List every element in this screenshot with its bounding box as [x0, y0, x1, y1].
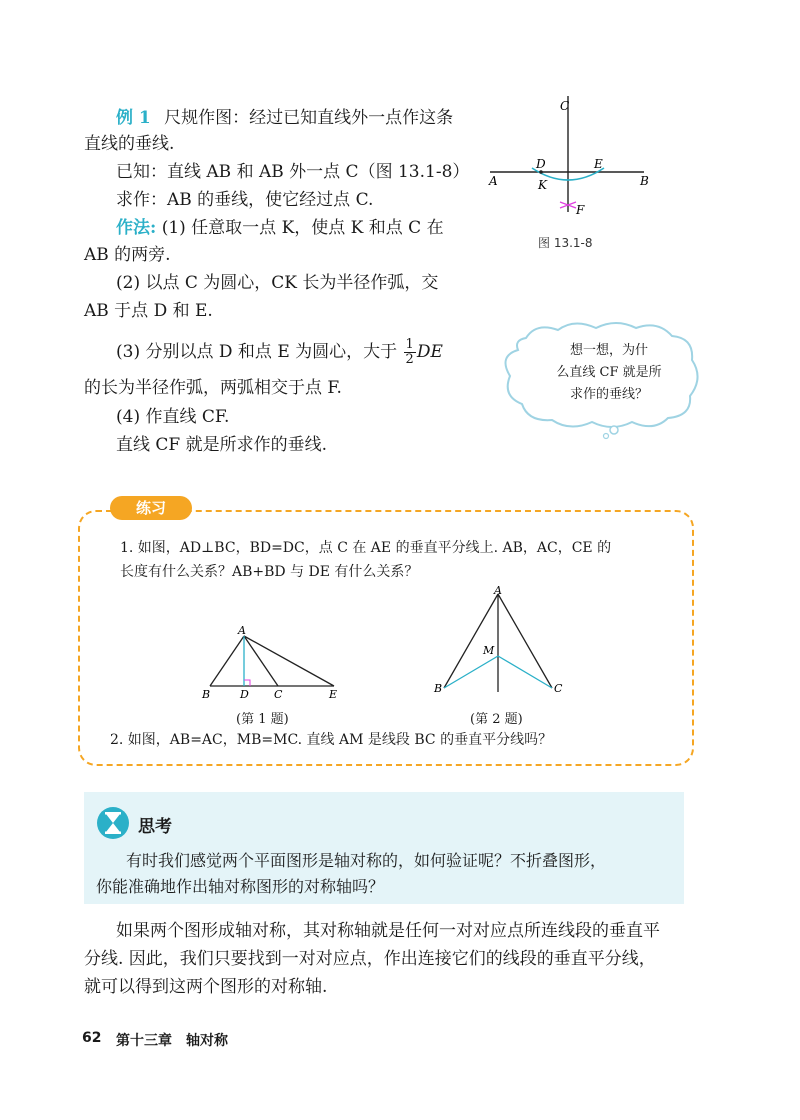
- thought-cloud-text: [534, 340, 684, 406]
- exercise-q1-line2: 长度有什么关系？AB+BD 与 DE 有什么关系？: [120, 564, 419, 580]
- paragraph-line-3: 就可以得到这两个图形的对称轴.: [84, 977, 328, 997]
- q2-segment-mb: [444, 656, 498, 688]
- step1-line-b: AB 的两旁.: [84, 245, 171, 265]
- q2-figure: [432, 584, 568, 696]
- paragraph-line-1: 如果两个图形成轴对称，其对称轴就是任何一对对应点所连线段的垂直平: [116, 921, 660, 941]
- example-given: 已知：直线 AB 和 AB 外一点 C（图 13.1-8）: [116, 162, 470, 182]
- one-half-fraction: [404, 338, 416, 367]
- q1-segment-ab: [210, 636, 244, 686]
- cloud-bubble-small: [604, 434, 609, 439]
- chapter-title: 第十三章 轴对称: [116, 1033, 228, 1049]
- fraction-numerator: 1: [405, 337, 414, 352]
- label-c: C: [560, 99, 570, 113]
- step3-line-a: (3) 分别以点 D 和点 E 为圆心，大于: [116, 342, 398, 362]
- cloud-bubble-large: [610, 426, 618, 434]
- step1-row: [116, 217, 444, 239]
- q2-label-m: M: [483, 644, 495, 657]
- fraction-denominator: 2: [405, 352, 414, 367]
- q1-label-d: D: [240, 688, 249, 701]
- q2-label-a: A: [494, 584, 502, 597]
- q1-figure: [198, 622, 350, 702]
- example-required: 求作：AB 的垂线，使它经过点 C.: [116, 190, 374, 210]
- exercise-tab: 练习: [110, 496, 192, 520]
- q1-label-c: C: [274, 688, 283, 701]
- right-angle-mark: [244, 680, 250, 686]
- figure-13-1-8-caption: 图 13.1-8: [538, 236, 593, 250]
- label-e: E: [594, 157, 603, 171]
- think-line-1: 有时我们感觉两个平面图形是轴对称的，如何验证呢？不折叠图形，: [126, 851, 607, 870]
- example-label: 例 1: [116, 108, 151, 128]
- example-title-line2: 直线的垂线.: [84, 134, 175, 154]
- q1-segment-ac: [244, 636, 278, 686]
- step3-de: DE: [416, 342, 443, 362]
- thought-line-3: 求作的垂线？: [569, 387, 648, 402]
- paragraph-line-2: 分线. 因此，我们只要找到一对对应点，作出连接它们的线段的垂直平分线，: [84, 949, 656, 969]
- step4: (4) 作直线 CF.: [116, 407, 230, 427]
- step2-line-b: AB 于点 D 和 E.: [84, 301, 213, 321]
- method-label: 作法:: [116, 218, 157, 238]
- step3-line-b: 的长为半径作弧，两弧相交于点 F.: [84, 378, 342, 398]
- q2-segment-mc: [498, 656, 552, 688]
- q2-segment-ab: [444, 594, 498, 688]
- label-d: D: [536, 157, 546, 171]
- step2-line-a: (2) 以点 C 为圆心，CK 长为半径作弧，交: [116, 273, 439, 293]
- exercise-q1-line1: 1. 如图，AD⊥BC，BD=DC，点 C 在 AE 的垂直平分线上. AB，AC，CE 的: [120, 540, 612, 556]
- page-number: 62: [82, 1030, 102, 1046]
- q2-segment-ac: [498, 594, 552, 688]
- label-b: B: [640, 174, 649, 188]
- step1-line-a: (1) 任意取一点 K，使点 K 和点 C 在: [161, 218, 444, 238]
- exercise-q2: 2. 如图，AB=AC，MB=MC. 直线 AM 是线段 BC 的垂直平分线吗？: [110, 732, 553, 748]
- q1-label-e: E: [329, 688, 338, 701]
- label-f: F: [576, 203, 585, 217]
- q1-label-b: B: [202, 688, 211, 701]
- label-k: K: [538, 178, 547, 192]
- conclusion: 直线 CF 就是所求作的垂线.: [116, 435, 328, 455]
- q1-label-a: A: [238, 624, 246, 637]
- think-title: 思考: [138, 817, 172, 837]
- step3-row: [116, 338, 443, 367]
- q2-label-c: C: [554, 682, 563, 695]
- thought-line-2: 么直线 CF 就是所: [556, 365, 662, 380]
- figure-13-1-8: [484, 92, 654, 222]
- q1-figure-caption: (第 1 题): [236, 712, 289, 727]
- q2-label-b: B: [434, 682, 443, 695]
- q1-segment-ae: [244, 636, 334, 686]
- label-a: A: [489, 174, 498, 188]
- q2-figure-caption: (第 2 题): [470, 712, 523, 727]
- example-title-line1: 尺规作图：经过已知直线外一点作这条: [164, 108, 454, 128]
- example-title-row: [116, 107, 453, 129]
- thought-line-1: 想一想，为什: [569, 343, 648, 358]
- hourglass-icon: [96, 806, 130, 840]
- think-line-2: 你能准确地作出轴对称图形的对称轴吗？: [96, 877, 385, 896]
